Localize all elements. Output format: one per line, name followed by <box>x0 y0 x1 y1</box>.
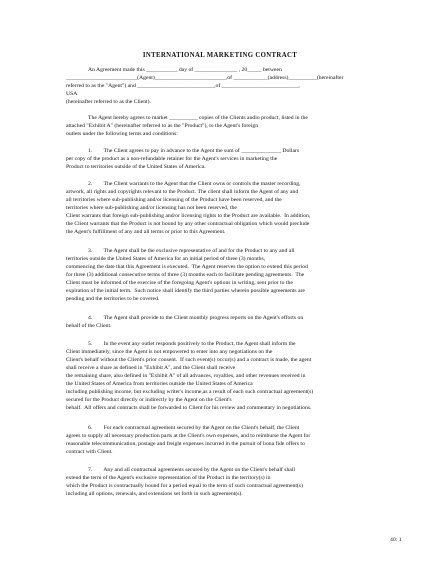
text-line: reasonable telecommunication, postage and freight expenses incurred in the pursuit of bona fide offers to <box>66 441 305 447</box>
text-line: contract with Client. <box>66 449 113 455</box>
text-line: Product to territories outside of the United States of America. <box>66 164 206 170</box>
text-line: the remaining share, also defined in "Exhibit A" of all advances, royalties, and other revenues received in <box>66 373 306 379</box>
clause-4: 4. The Agent shall provide to the Client monthly progress reports on the Agent's efforts on <box>88 315 304 321</box>
text-line: secured for the Product directly or indirectly by the Agent on the Client's <box>66 397 232 403</box>
clause-6: 6. For each contractual agreement secured by the Agent on the Client's behalf, the Client <box>88 425 300 431</box>
clause-2: 2. The Client warrants to the Agent that the Client owns or controls the master recording, <box>88 181 301 187</box>
document-title: INTERNATIONAL MARKETING CONTRACT <box>142 52 298 59</box>
text-line: agrees to supply all necessary production parts at the Client's own expenses, and to reimburse the Agent for <box>66 433 311 439</box>
text-line: which the Product is contractually bound for a period equal to the term of such contractual agreement(s) <box>66 483 303 489</box>
clause-3: 3. The Agent shall be the exclusive representative of and for the Product to any and all <box>88 248 295 254</box>
clause-7: 7. Any and all contractual agreements secured by the Agent on the Client's behalf shall <box>88 467 295 473</box>
text-line: extend the term of the Agent's exclusive representation of the Product in the territory(s) in <box>66 475 271 481</box>
clause-1: 1. The Client agrees to pay in advance to the Agent the sum of ______________ Dollars <box>88 148 300 154</box>
text-line: territories where sub-publishing and/or licensing has not been reserved, the <box>66 205 237 211</box>
text-line: including all options, renewals, and extensions set forth in such agreement(s). <box>66 491 243 497</box>
text-line: the Client warrants that the Product is not bound by any other contractual obligation which would preclude <box>66 221 310 227</box>
text-line: behalf. All offers and contracts shall be forwarded to Client for his review and commentary in negotiations. <box>66 405 312 411</box>
text-line: Client immediately, since the Agent is not empowered to enter into any negotiations on the <box>66 349 273 355</box>
text-line: behalf of the Client. <box>66 323 112 329</box>
text-line: USA <box>66 91 78 97</box>
clause-5: 5. In the event any outlet responds positively to the Product, the Agent shall inform the <box>88 341 296 347</box>
text-line: referred to as the "Agent") and ___________________________,of ___________________________, <box>66 83 300 89</box>
text-line: territories outside the United States of America for an initial period of three (3) months, <box>66 256 266 262</box>
text-line: including publishing income, but excluding writer's income,as a result of each such contractual agreement(s) <box>66 389 314 395</box>
text-line: for three (3) additional consecutive terms of three (3) months each to facilitate pending agreements. The <box>66 272 305 278</box>
text-line: the United States of America from territories outside the United States of America <box>66 381 253 387</box>
text-line: per copy of the product as a non-refundable retainer for the Agent's services in marketing the <box>66 156 278 162</box>
text-line: outlets under the following terms and conditions: <box>66 131 178 137</box>
text-line: _________________________(Agent)_________________________,of ____________(address)__________(hereinafter <box>66 75 344 81</box>
page-number: 40: 1 <box>390 537 402 543</box>
text-line: attached "Exhibit A" (hereinafter referred to as the "Product"), to the Agent's foreign <box>66 123 259 129</box>
text-line: (hereinafter referred to as the Client). <box>66 99 151 105</box>
text-line: expiration of the initial term. Such notice shall identify the third parties wherein possible agreements are <box>66 288 305 294</box>
text-line: Client must be informed of the exercise of the foregoing Agent's options in writing, sent prior to the <box>66 280 293 286</box>
text-line: Client warrants that foreign sub-publishing and/or licensing rights to the Product are available. In addition, <box>66 213 311 219</box>
text-line: An Agreement made this ___________ day of _______________ , 20_____ between <box>88 67 282 73</box>
text-line: The Agent hereby agrees to market __________ copies of the Clients audio product, listed in the <box>88 115 308 121</box>
text-line: Client's behalf without the Client's prior consent. If such event(s) occur(s) and a contract is made, the agent <box>66 357 312 363</box>
text-line: artwork, all rights and copyrights relevant to the Product. The client shall inform the Agent of any and <box>66 189 299 195</box>
text-line: the Agent's fulfillment of any and all terms or prior to this Agreement. <box>66 229 226 235</box>
text-line: all territories where sub-publishing and/or licensing of the Product have been reserved, and the <box>66 197 282 203</box>
text-line: commencing the date that this Agreement is executed. The Agent reserves the option to extend this period <box>66 264 308 270</box>
text-line: pending and the territories to be covered. <box>66 296 160 302</box>
text-line: shall receive a share as defined in "Exhibit A", and the Client shall receive <box>66 365 236 371</box>
